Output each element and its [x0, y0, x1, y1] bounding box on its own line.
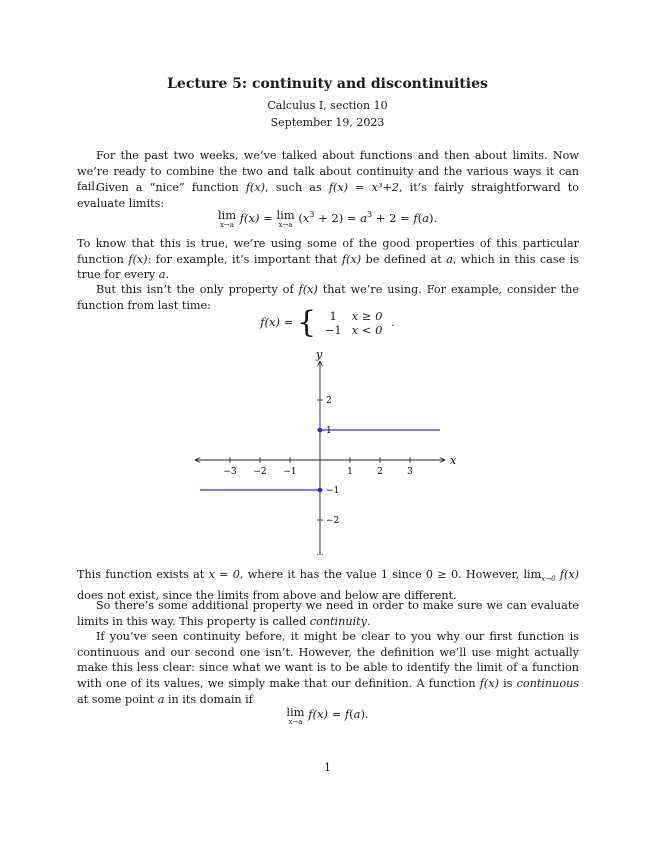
p5-text-b: , where it has the value 1 since 0 ≥ 0. However, lim	[239, 568, 542, 581]
p4-text-a: But this isn’t the only property of	[96, 283, 299, 296]
eq1-lim-2: lim x→a	[276, 208, 295, 229]
case2-condition: x < 0	[351, 323, 383, 337]
equation-1: lim x→a f(x) = lim x→a $(x^3 + 2) = a^3 + 2 = f(a)$.	[217, 208, 438, 229]
course-subtitle: Calculus I, section 10	[267, 99, 388, 112]
x-tick-label: −1	[283, 467, 297, 477]
x-axis-label: x	[450, 454, 457, 467]
p2-text-c: , it’s fairly straightforward to evaluate limits:	[77, 181, 579, 210]
p7-text-a: If you’ve seen continuity before, it might be clear to you why our first function is continuous and our second one isn’t. However, the definition we’ll use might actually make this less clear: since what we want is to be able to identify the limit of a function with one of its values, we simply make that our definition. A function	[77, 630, 579, 691]
p5-text-c: does not exist, since the limits from above and below are different.	[77, 588, 457, 602]
math-fx: f(x)	[245, 181, 266, 194]
eq1-sub-1: x→a	[219, 221, 234, 229]
x-tick-label: −3	[223, 467, 237, 477]
eq1-fx: f(x)	[239, 210, 260, 225]
p1-text: For the past two weeks, we’ve talked about functions and then about limits. Now we’re ready to combine the two and talk about continuity and the various ways it can fail.	[77, 149, 579, 194]
piecewise-brace: {	[296, 305, 317, 340]
p3-a-2: a	[158, 268, 166, 282]
paragraph-6: So there’s some additional property we need in order to make sure we can evaluate limits in this way. This property is called continuity.	[77, 599, 579, 628]
p2-text-b: , such as	[265, 181, 329, 194]
equation-2: lim x→a f(x) = f(a).	[286, 705, 369, 726]
case2-value: −1	[324, 323, 342, 337]
p3-text-a: To know that this is true, we’re using some of the good properties of this particular function	[77, 237, 579, 266]
p3-fx-1: f(x)	[128, 252, 148, 266]
y-tick-label: 2	[326, 396, 332, 406]
p5-text-a: This function exists at	[77, 568, 209, 581]
eq2-lim: lim x→a	[286, 705, 305, 726]
p7-fx: f(x)	[479, 677, 499, 691]
p7-text-b: is	[498, 677, 517, 691]
paragraph-2	[77, 180, 579, 211]
paragraph-3: To know that this is true, we’re using some of the good properties of this particular function f(x): for example, it’s important that f(x) be defined at a, which in this case is true for every a.	[77, 237, 579, 282]
page-number: 1	[324, 761, 331, 774]
p4-fx: f(x)	[298, 283, 318, 296]
y-tick-label: −2	[326, 516, 340, 526]
piecewise-cases	[320, 309, 388, 337]
eq1-lim-1: lim x→a	[217, 208, 237, 229]
paragraph-7	[77, 629, 579, 708]
p3-fx-2: f(x)	[341, 252, 362, 266]
p3-a-1: a	[446, 252, 453, 266]
p5-lim-sub: x→0	[541, 575, 556, 584]
step-function-plot	[190, 350, 460, 555]
y-axis-label: y	[316, 350, 323, 361]
p4-text-b: that we’re using. For example, consider the function from last time:	[77, 283, 579, 312]
y-tick-label: −1	[326, 486, 340, 496]
p3-text-b: : for example, it’s important that	[147, 252, 342, 266]
case1-condition: x ≥ 0	[351, 309, 383, 323]
piecewise-lhs: f(x) =	[260, 315, 294, 329]
date-subtitle: September 19, 2023	[270, 116, 385, 129]
x-tick-label: 1	[347, 467, 353, 477]
p3-text-c: be defined at	[361, 252, 447, 266]
x-tick-label: −2	[253, 467, 267, 477]
eq1-rest: $(x^3 + 2) = a^3 + 2 = f(a)$.	[298, 210, 438, 225]
p5-x0: x = 0	[208, 568, 240, 581]
data-point	[318, 488, 323, 493]
p5-fx: f(x)	[559, 568, 579, 581]
p7-a: a	[157, 692, 165, 706]
p2-text-a: Given a “nice” function	[96, 181, 246, 194]
piecewise-equation	[0, 305, 655, 340]
eq1-sub-2: x→a	[278, 221, 293, 229]
p3-text-d: , which in this case is true for every	[77, 252, 579, 282]
eq2-sub: x→a	[288, 718, 303, 726]
eq2-fx: f(x)	[308, 707, 328, 721]
piecewise-period: .	[391, 315, 395, 329]
p6-text-a: So there’s some additional property we need in order to make sure we can evaluate limits in this way. This property is called	[77, 599, 579, 628]
math-fx-def: f(x) = x³+2	[328, 181, 399, 194]
x-tick-label: 3	[407, 467, 413, 477]
data-point	[318, 428, 323, 433]
p7-emphasis: continuous	[516, 677, 580, 691]
p7-text-d: in its domain if	[164, 692, 253, 706]
p6-emphasis: continuity	[309, 614, 367, 628]
case1-value: 1	[329, 309, 337, 323]
x-tick-label: 2	[377, 467, 383, 477]
y-tick-label: 1	[326, 426, 332, 436]
page-title: Lecture 5: continuity and discontinuities	[167, 76, 488, 92]
p7-text-c: at some point	[77, 692, 158, 706]
